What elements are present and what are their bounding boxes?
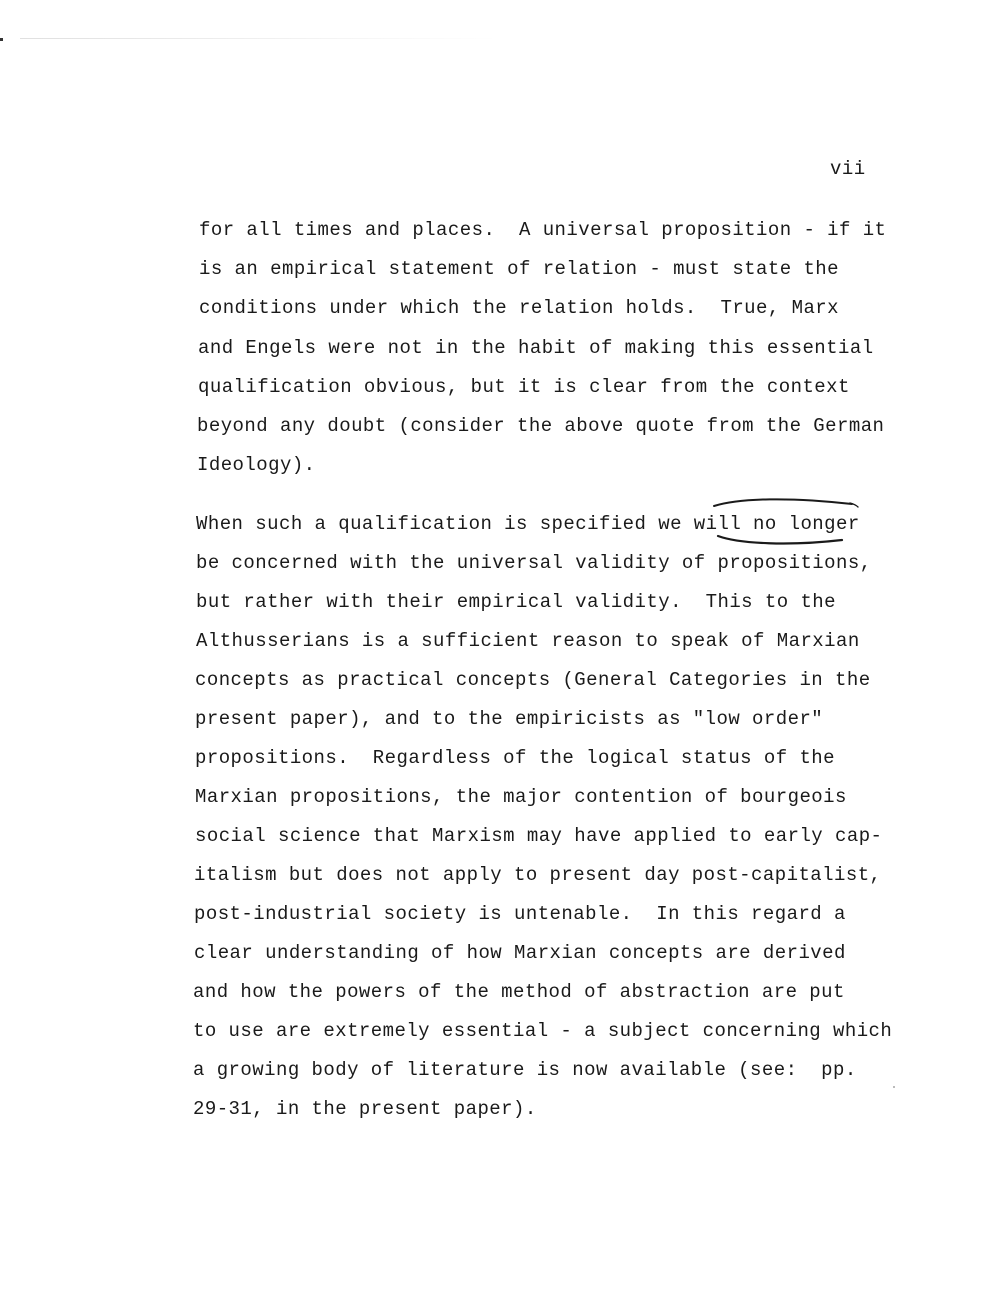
text-line: social science that Marxism may have applied to early cap- bbox=[195, 825, 883, 847]
text-line: Ideology). bbox=[197, 454, 316, 476]
scan-speck bbox=[0, 38, 3, 41]
text-line: post-industrial society is untenable. In this regard a bbox=[194, 903, 846, 925]
text-line: present paper), and to the empiricists as "low order" bbox=[195, 708, 824, 730]
text-line: clear understanding of how Marxian concepts are derived bbox=[194, 942, 846, 964]
text-line: but rather with their empirical validity. This to the bbox=[196, 591, 836, 613]
text-line: and how the powers of the method of abstraction are put bbox=[193, 981, 845, 1003]
text-line: a growing body of literature is now available (see: pp. bbox=[193, 1059, 857, 1081]
text-line: be concerned with the universal validity of propositions, bbox=[196, 552, 872, 574]
text-line: to use are extremely essential - a subject concerning which bbox=[193, 1020, 893, 1042]
text-line: Marxian propositions, the major contention of bourgeois bbox=[195, 786, 847, 808]
text-line: and Engels were not in the habit of making this essential bbox=[198, 337, 874, 359]
text-line: Althusserians is a sufficient reason to speak of Marxian bbox=[196, 630, 860, 652]
text-line: beyond any doubt (consider the above quote from the German bbox=[197, 415, 885, 437]
text-line: 29-31, in the present paper). bbox=[193, 1098, 537, 1120]
text-line: italism but does not apply to present day post-capitalist, bbox=[194, 864, 882, 886]
page-number: vii bbox=[830, 158, 866, 180]
text-line: concepts as practical concepts (General Categories in the bbox=[195, 669, 871, 691]
text-line: for all times and places. A universal proposition - if it bbox=[199, 219, 887, 241]
scan-speck-right bbox=[893, 1086, 895, 1088]
text-line: When such a qualification is specified we will no longer bbox=[196, 513, 860, 535]
scan-streak bbox=[20, 38, 500, 39]
text-line: propositions. Regardless of the logical status of the bbox=[195, 747, 835, 769]
text-line: qualification obvious, but it is clear from the context bbox=[198, 376, 850, 398]
text-line: is an empirical statement of relation - must state the bbox=[199, 258, 839, 280]
text-line: conditions under which the relation holds. True, Marx bbox=[199, 297, 839, 319]
